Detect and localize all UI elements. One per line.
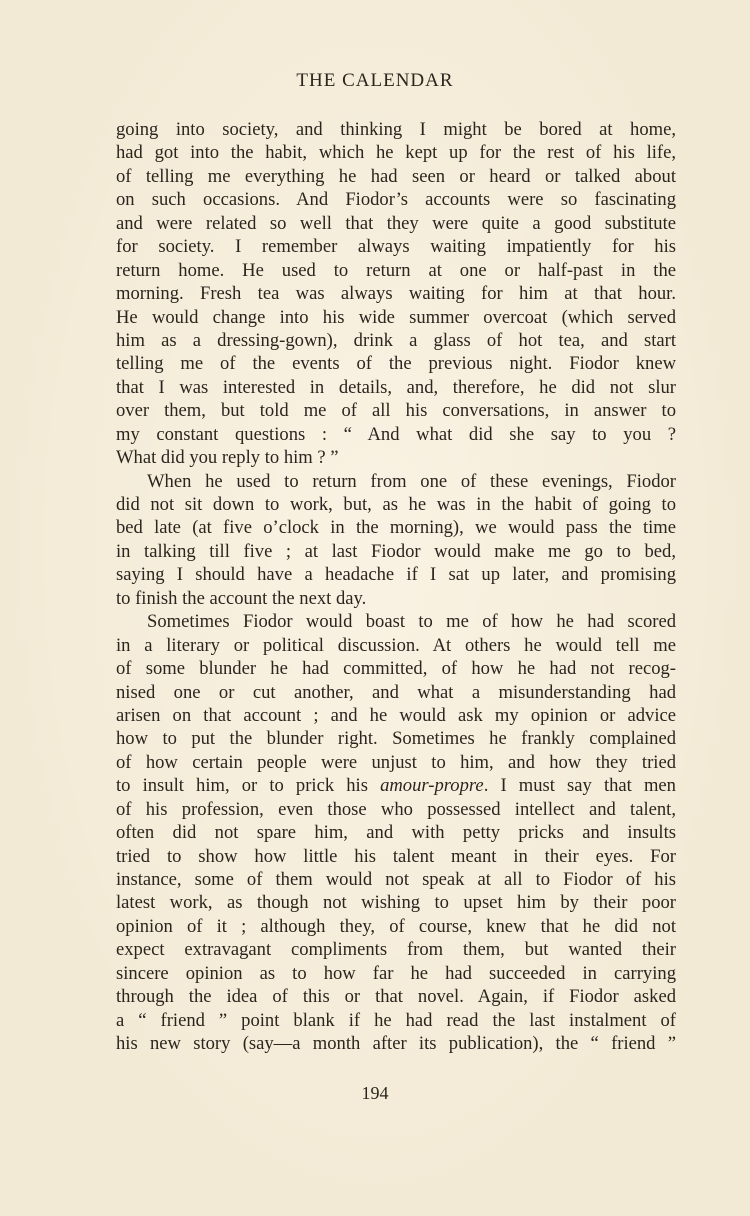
text-line: going into society, and thinking I might be bored at home, (116, 119, 676, 140)
text-line: What did you reply to him ? ” (116, 447, 339, 469)
paragraph-start-line: Sometimes Fiodor would boast to me of how he had scored (147, 611, 676, 633)
text-segment: to insult him, or to prick his (116, 775, 368, 797)
text-line: of telling me everything he had seen or heard or talked about (116, 165, 676, 187)
running-head: THE CALENDAR (296, 70, 454, 91)
text-line: nised one or cut another, and what a misunderstanding had (116, 681, 676, 703)
text-line: in talking till five ; at last Fiodor would make me go to bed, (116, 540, 676, 562)
text-line: that I was interested in details, and, therefore, he did not slur (116, 376, 676, 398)
text-line: tried to show how little his talent meant in their eyes. For (116, 845, 676, 867)
text-line: my constant questions : “ And what did she say to you ? (116, 423, 676, 445)
italic-phrase: amour-propre (380, 775, 484, 797)
text-line: had got into the habit, which he kept up for the rest of his life, (116, 142, 676, 164)
text-line: bed late (at five o’clock in the morning), we would pass the time (116, 517, 676, 539)
text-line: of some blunder he had committed, of how he had not recog- (116, 658, 676, 680)
text-line: morning. Fresh tea was always waiting for him at that hour. (116, 283, 676, 305)
text-line: on such occasions. And Fiodor’s accounts were so fascinating (116, 189, 676, 211)
text-line: telling me of the events of the previous night. Fiodor knew (116, 353, 676, 375)
text-line: He would change into his wide summer overcoat (which served (116, 306, 676, 328)
paragraph-start-line: When he used to return from one of these evenings, Fiodor (147, 470, 676, 492)
text-line: sincere opinion as to how far he had succeeded in carrying (116, 962, 676, 984)
text-line: and were related so well that they were quite a good substitute (116, 212, 676, 234)
text-line: did not sit down to work, but, as he was in the habit of going to (116, 494, 676, 515)
text-line: of how certain people were unjust to him, and how they tried (116, 751, 676, 773)
text-line: in a literary or political discussion. At others he would tell me (116, 634, 676, 656)
text-line: arisen on that account ; and he would ask my opinion or advice (116, 704, 676, 726)
text-line: expect extravagant compliments from them, but wanted their (116, 939, 676, 961)
text-line: his new story (say—a month after its publication), the “ friend ” (116, 1033, 676, 1055)
text-segment: . I must say that men (483, 775, 676, 797)
text-line: return home. He used to return at one or half-past in the (116, 259, 676, 281)
text-line: over them, but told me of all his conversations, in answer to (116, 400, 676, 422)
text-line: instance, some of them would not speak at all to Fiodor of his (116, 869, 676, 890)
text-line: latest work, as though not wishing to upset him by their poor (116, 892, 676, 914)
text-line: saying I should have a headache if I sat up later, and promising (116, 564, 676, 586)
text-line: for society. I remember always waiting impatiently for his (116, 236, 676, 258)
text-line: of his profession, even those who possessed intellect and talent, (116, 798, 676, 820)
text-line: him as a dressing-gown), drink a glass of hot tea, and start (116, 329, 676, 351)
page-number: 194 (361, 1083, 389, 1103)
text-line: often did not spare him, and with petty pricks and insults (116, 822, 676, 844)
text-line: opinion of it ; although they, of course, knew that he did not (116, 915, 676, 937)
text-line: how to put the blunder right. Sometimes he frankly complained (116, 728, 676, 750)
text-line: to finish the account the next day. (116, 587, 367, 609)
text-line: a “ friend ” point blank if he had read the last instalment of (116, 1009, 676, 1031)
body-text (116, 118, 676, 1056)
text-line: through the idea of this or that novel. Again, if Fiodor asked (116, 986, 676, 1008)
text-line-with-italic (116, 774, 676, 797)
